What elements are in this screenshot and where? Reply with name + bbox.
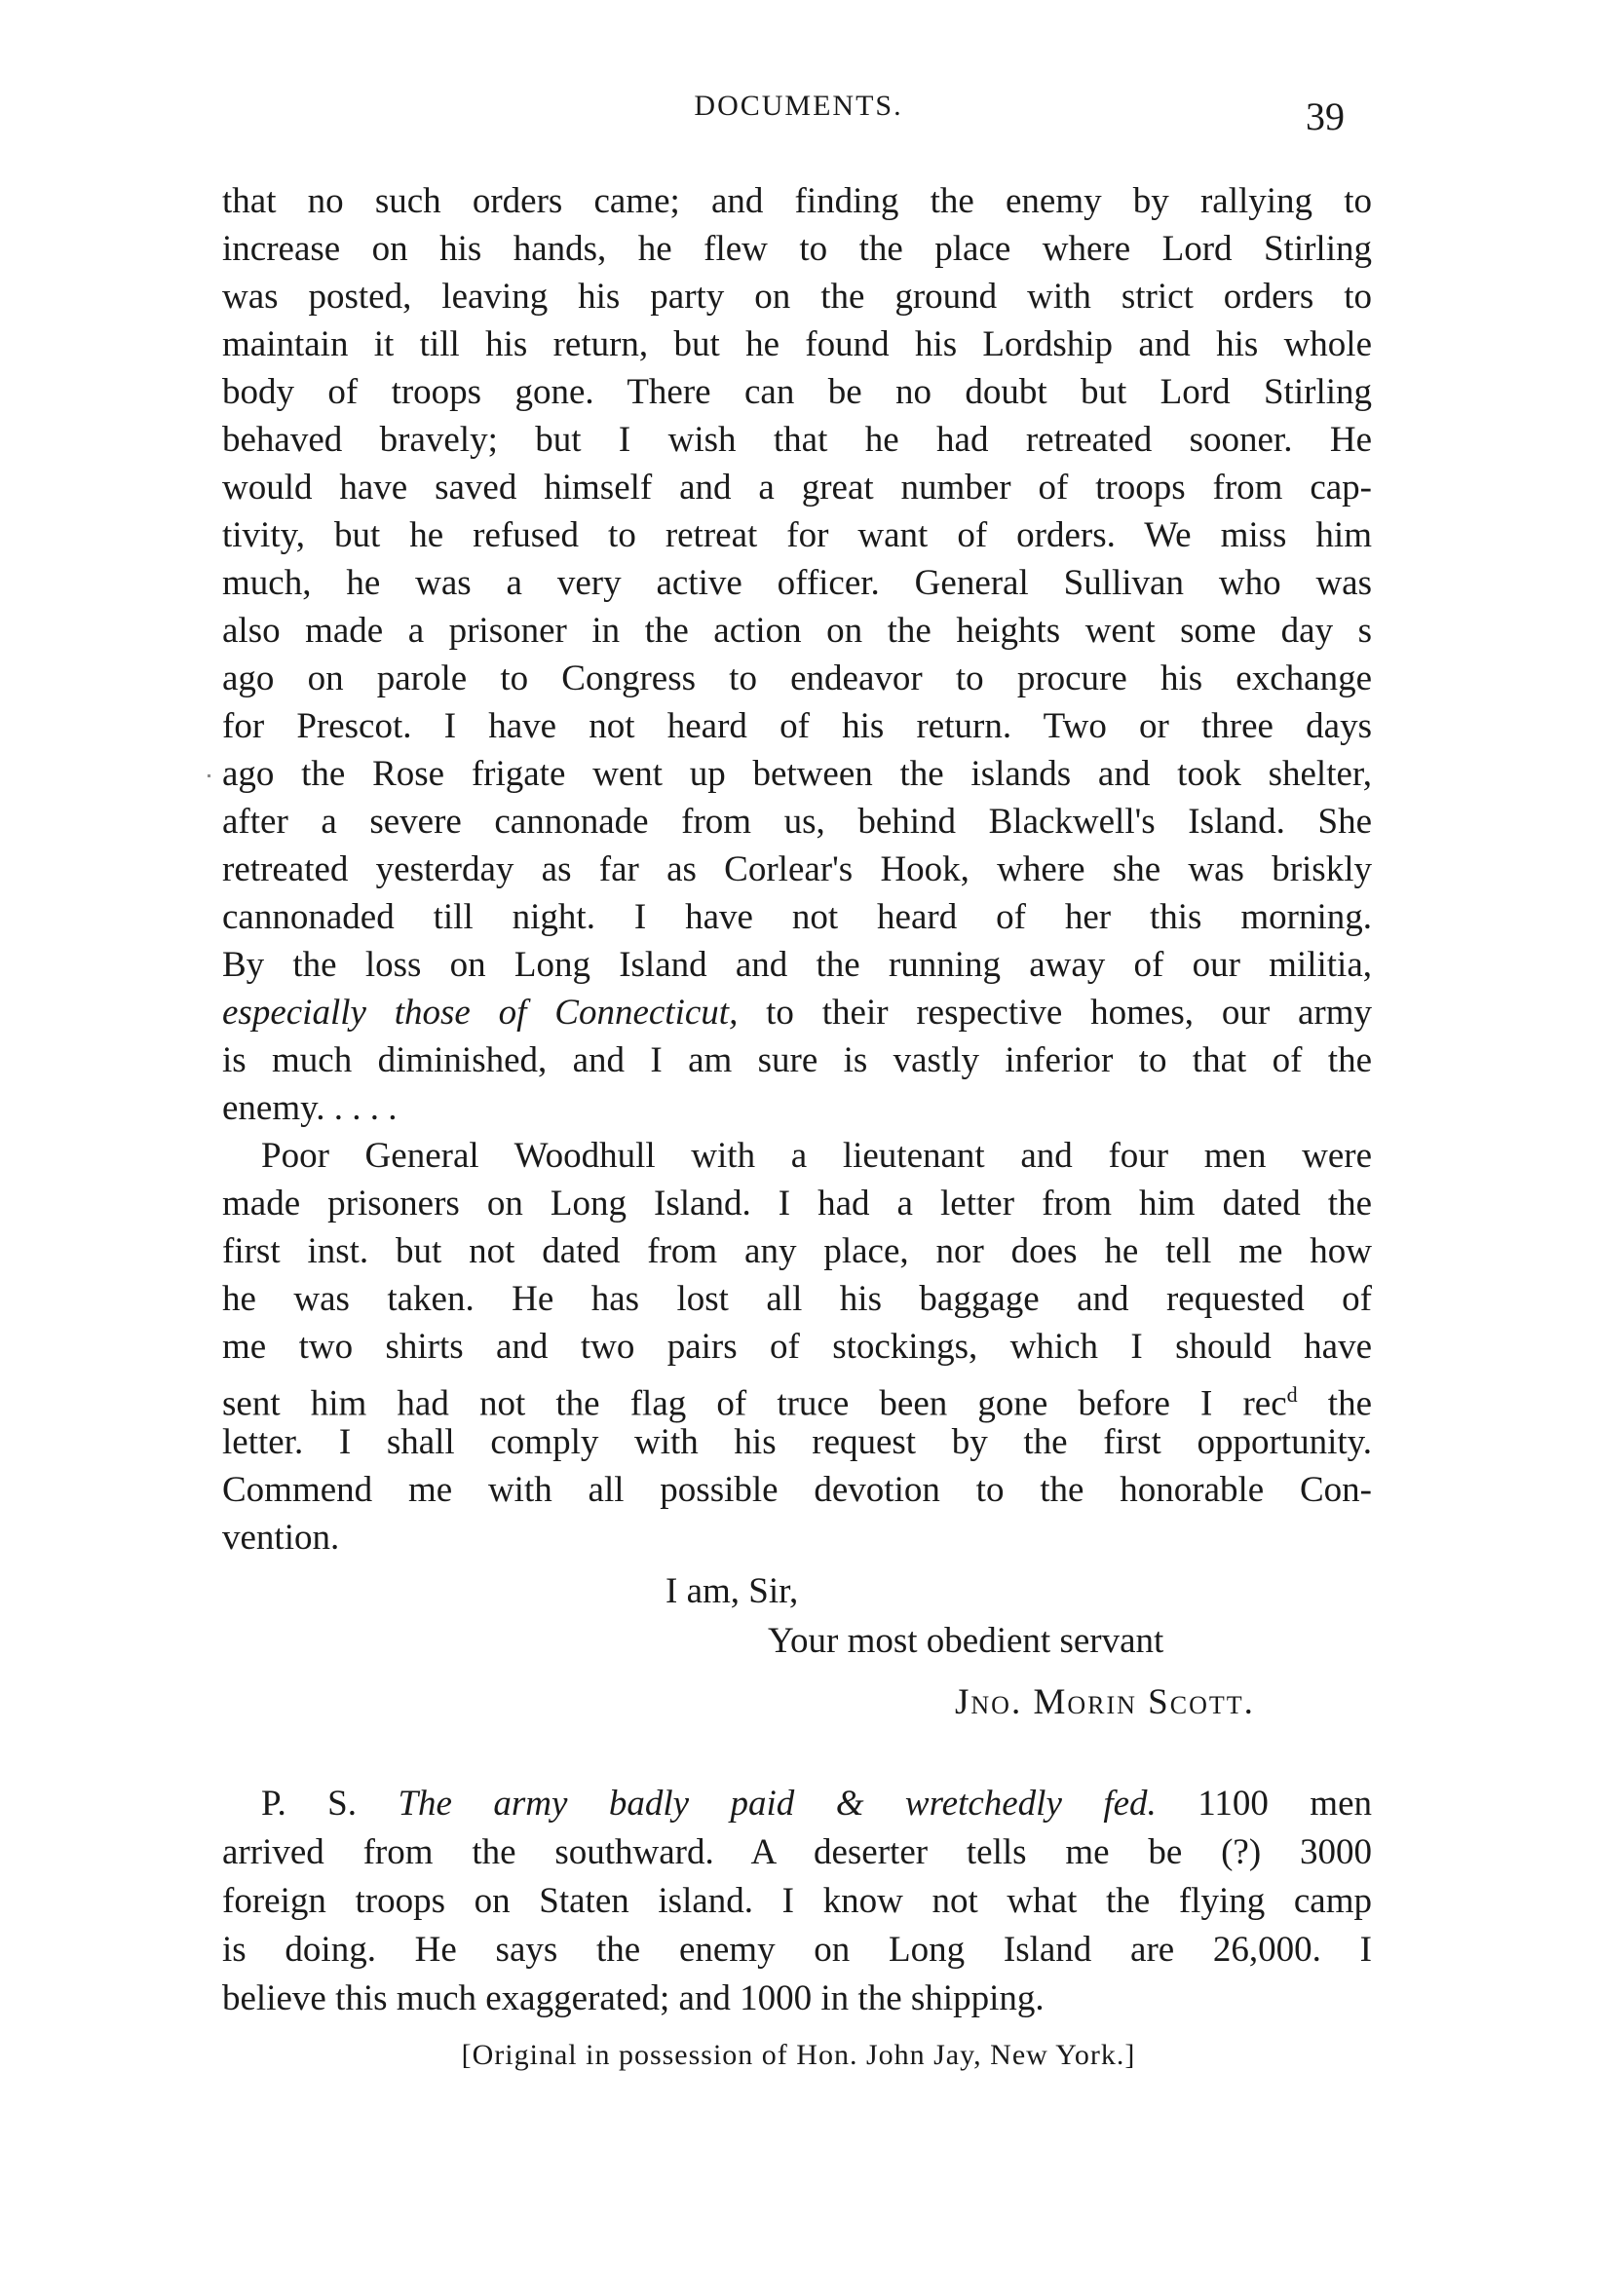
ps-line: arrived from the southward. A deserter tells me be (?) 3000 xyxy=(222,1832,1372,1872)
body-line: was posted, leaving his party on the ground with strict orders to xyxy=(222,277,1372,317)
ps-line: is doing. He says the enemy on Long Island are 26,000. I xyxy=(222,1930,1372,1970)
ps-line: P. S. The army badly paid & wretchedly fed. 1100 men xyxy=(261,1784,1372,1824)
source-note: [Original in possession of Hon. John Jay, New York.] xyxy=(461,2039,1136,2071)
ps-line: believe this much exaggerated; and 1000 in the shipping. xyxy=(222,1978,1045,2018)
body-line: increase on his hands, he flew to the place where Lord Stirling xyxy=(222,229,1372,269)
body-line: ago the Rose frigate went up between the islands and took shelter, xyxy=(222,754,1372,794)
body-line: maintain it till his return, but he found his Lordship and his whole xyxy=(222,324,1372,364)
postscript xyxy=(222,1780,1372,2023)
ps-italic: The army badly paid & wretchedly fed. xyxy=(398,1784,1157,1824)
body-line: By the loss on Long Island and the running away of our militia, xyxy=(222,945,1372,985)
body-line: retreated yesterday as far as Corlear's Hook, where she was briskly xyxy=(222,849,1372,889)
signature: Jno. Morin Scott. xyxy=(955,1682,1255,1722)
page-number: 39 xyxy=(1306,94,1345,138)
superscript-d: d xyxy=(1286,1382,1298,1407)
italic-phrase: especially those of Connecticut, xyxy=(222,993,739,1033)
body-line: for Prescot. I have not heard of his return. Two or three days xyxy=(222,706,1372,746)
closing-salutation: I am, Sir, xyxy=(665,1571,799,1611)
running-head: DOCUMENTS. xyxy=(694,90,903,122)
closing-servant: Your most obedient servant xyxy=(768,1621,1164,1661)
body-line: Poor General Woodhull with a lieutenant and four men were xyxy=(261,1136,1372,1176)
body-line: also made a prisoner in the action on the heights went some day s xyxy=(222,611,1372,651)
ps-prefix: P. S. xyxy=(261,1784,357,1824)
body-line: me two shirts and two pairs of stockings, which I should have xyxy=(222,1327,1372,1367)
body-line: body of troops gone. There can be no doubt but Lord Stirling xyxy=(222,372,1372,412)
body-line: is much diminished, and I am sure is vastly inferior to that of the xyxy=(222,1040,1372,1080)
body-line: sent him had not the flag of truce been gone before I rec$^d$ the xyxy=(222,1382,1372,1424)
body-line: cannonaded till night. I have not heard of her this morning. xyxy=(222,897,1372,937)
ps-line: foreign troops on Staten island. I know not what the flying camp xyxy=(222,1881,1372,1921)
body-line: letter. I shall comply with his request by the first opportunity. xyxy=(222,1422,1372,1462)
letter-body xyxy=(222,177,1372,1562)
body-line: that no such orders came; and finding the enemy by rallying to xyxy=(222,181,1372,221)
body-line: after a severe cannonade from us, behind Blackwell's Island. She xyxy=(222,802,1372,842)
body-line: made prisoners on Long Island. I had a letter from him dated the xyxy=(222,1184,1372,1223)
margin-mark xyxy=(208,774,210,777)
body-line: tivity, but he refused to retreat for want of orders. We miss him xyxy=(222,515,1372,555)
body-line: behaved bravely; but I wish that he had retreated sooner. He xyxy=(222,420,1372,460)
body-line: ago on parole to Congress to endeavor to procure his exchange xyxy=(222,659,1372,698)
body-line: much, he was a very active officer. General Sullivan who was xyxy=(222,563,1372,603)
body-line: especially those of Connecticut, to their respective homes, our army xyxy=(222,993,1372,1033)
body-line: would have saved himself and a great number of troops from cap- xyxy=(222,468,1372,508)
body-line: first inst. but not dated from any place, nor does he tell me how xyxy=(222,1231,1372,1271)
body-line: vention. xyxy=(222,1518,340,1558)
body-line: Commend me with all possible devotion to the honorable Con- xyxy=(222,1470,1372,1510)
body-line: he was taken. He has lost all his baggage and requested of xyxy=(222,1279,1372,1319)
body-line: enemy. . . . . xyxy=(222,1088,398,1128)
